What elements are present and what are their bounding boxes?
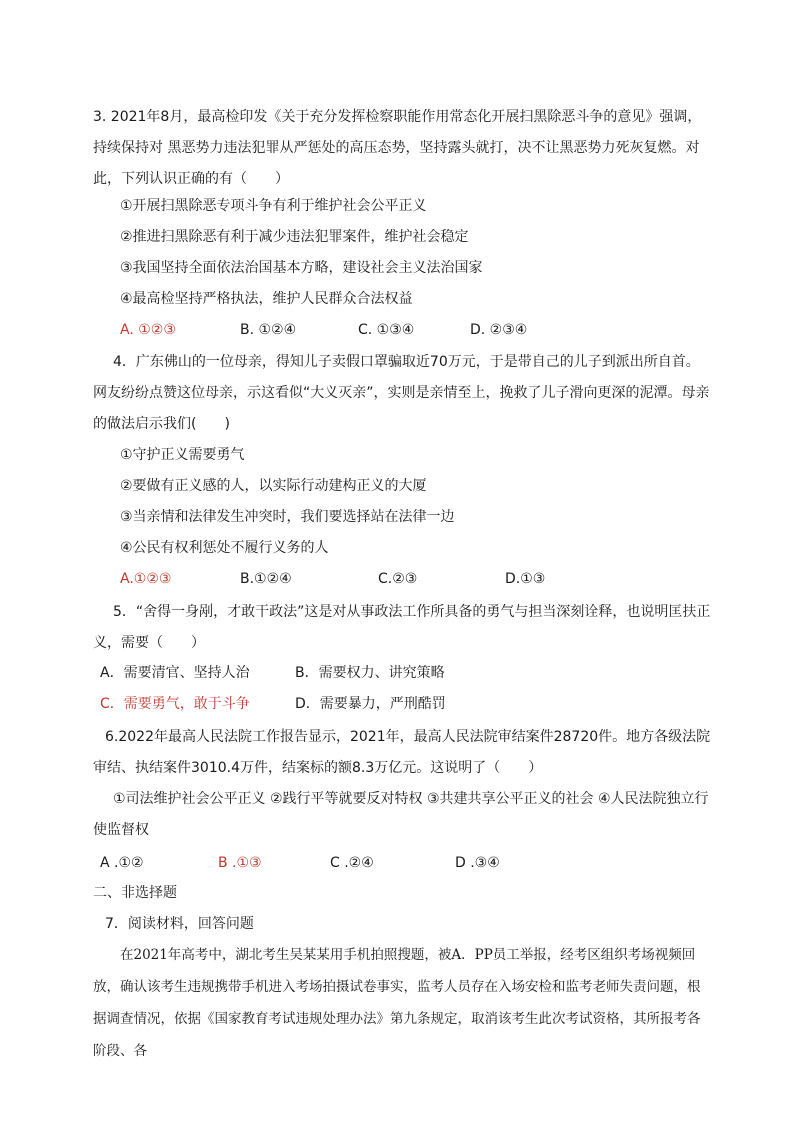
q3-item-1: ①开展扫黑除恶专项斗争有利于维护社会公平正义 (120, 198, 427, 214)
q5-option-d: D．需要暴力，严刑酷罚 (295, 696, 446, 712)
q3-item-3: ③我国坚持全面依法治国基本方略，建设社会主义法治国家 (120, 260, 483, 276)
q7-material: 在2021年高考中，湖北考生吴某某用手机拍照搜题，被A．PP员工举报，经考区组织考场视频回放，确认该考生违规携带手机进入考场拍摄试卷事实，监考人员存在入场安检和监考老师失责问题，根据调查情况，依据《国家教育考试违规处理办法》第九条规定，取消该考生此次考试资格，其所报考各阶段、各 (93, 947, 701, 1059)
q5-option-b: B．需要权力、讲究策略 (295, 665, 445, 681)
q7-stem: 7．阅读材料，回答问题 (105, 916, 254, 932)
q4-item-4: ④公民有权利惩处不履行义务的人 (120, 540, 329, 556)
q4-option-a: A.①②③ (120, 571, 172, 587)
q5-option-c: C．需要勇气，敢于斗争 (100, 696, 250, 712)
q6-stem: 6.2022年最高人民法院工作报告显示，2021年，最高人民法院审结案件28720件。地方各级法院审结、执结案件3010.4万件，结案标的额8.3万亿元。这说明了（ ） (93, 729, 711, 776)
q4-option-c: C.②③ (378, 571, 418, 587)
q3-item-4: ④最高检坚持严格执法，维护人民群众合法权益 (120, 291, 413, 307)
q4-item-3: ③当亲情和法律发生冲突时，我们要选择站在法律一边 (120, 509, 455, 525)
q6-option-d: D .③④ (455, 855, 500, 871)
q4-option-d: D.①③ (505, 571, 546, 587)
q3-option-a: A. ①②③ (120, 322, 176, 338)
q5-option-a: A．需要清官、坚持人治 (100, 665, 250, 681)
q4-item-1: ①守护正义需要勇气 (120, 447, 245, 463)
q6-option-c: C .②④ (330, 855, 374, 871)
q6-items: ①司法维护社会公平正义 ②践行平等就要反对特权 ③共建共享公平正义的社会 ④人民法院独立行使监督权 (93, 791, 709, 838)
q4-stem: 4．广东佛山的一位母亲，得知儿子卖假口罩骗取近70万元，于是带自己的儿子到派出所自首。网友纷纷点赞这位母亲，示这看似“大义灭亲”，实则是亲情至上，挽救了儿子滑向更深的泥潭。母亲的做法启示我们( ) (93, 354, 710, 432)
q3-option-d: D. ②③④ (470, 322, 528, 338)
q3-option-b: B. ①②④ (240, 322, 297, 338)
q3-stem: 3. 2021年8月，最高检印发《关于充分发挥检察职能作用常态化开展扫黑除恶斗争的意见》强调，持续保持对 黑恶势力违法犯罪从严惩处的高压态势，坚持露头就打，决不让黑恶势力死灰复燃。对此，下列认识正确的有（ ） (93, 109, 702, 187)
q4-item-2: ②要做有正义感的人，以实际行动建构正义的大厦 (120, 478, 427, 494)
section-title: 二、非选择题 (93, 885, 177, 901)
q3-option-c: C. ①③④ (358, 322, 415, 338)
q3-item-2: ②推进扫黑除恶有利于减少违法犯罪案件，维护社会稳定 (120, 229, 469, 245)
q5-stem: 5．“舍得一身剐，才敢干政法”这是对从事政法工作所具备的勇气与担当深刻诠释，也说明匡扶正义，需要（ ） (93, 604, 711, 651)
q6-option-b: B .①③ (218, 855, 262, 871)
q4-option-b: B.①②④ (240, 571, 292, 587)
q6-option-a: A .①② (100, 855, 144, 871)
